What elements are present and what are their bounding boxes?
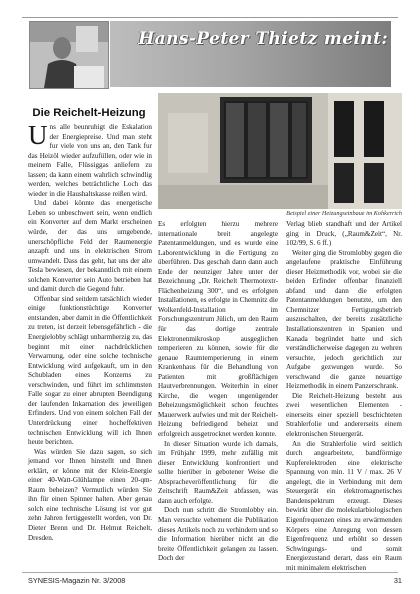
magazine-issue: SYNESIS-Magazin Nr. 3/2008 — [28, 576, 126, 585]
article-column-1 — [28, 120, 152, 543]
photo-caption: Beispiel einer Heizungseinbaue im Kohkerrich — [286, 210, 402, 217]
paragraph — [28, 120, 152, 199]
article-column-3 — [286, 220, 402, 573]
author-portrait-photo — [29, 21, 109, 89]
paragraph: Verlag blieb standhaft und der Artikel ging in Druck, („Raum&Zeit“, Nr. 102/99, S. 6 ff.) — [286, 220, 402, 248]
paragraph: Weiter ging die Stromlobby gegen die angelaufene praktische Einführung dieser Heizmethodik vor, wobei sie die beiden Erfinder offenbar finanziell abfand und dann die erfolgten Patentanmeldungen benutzte, um den Chemnitzer Fertigungsbetrieb auszuschalten, der bereits zusätzliche Installationszentren in Spanien und Kanada begründet hatte und sich verständlicherweise dagegen zu wehren versuchte, jedoch gerichtlich zur Aufgabe gezwungen wurde. So verschwand die ganze neuartige Heizmethodik in einem Panzerschrank. — [286, 248, 402, 391]
page-number: 31 — [393, 576, 402, 585]
paragraph: Und dabei könnte das energetische Leben so unbeschwert sein, wenn endlich ein Konverter auf dem Markt erscheinen würde, der das uns umgebende, unerschöpfliche Feld der Raumenergie anzapft und uns in elektrischen Strom umwandelt. Dass das geht, hat uns der alte Tesla bewiesen, der bekanntlich mit einem solchen Konverter sein Auto betrieben hat und damit durch die Gegend fuhr. — [28, 199, 152, 294]
paragraph: Die Reichelt-Heizung besteht aus zwei wesentlichen Elementen - einerseits einer speziell beschichteten Strahlerfolie und andererseits einem elektronischen Steuergerät. — [286, 391, 402, 439]
header-title: Hans-Peter Thietz meint: — [138, 29, 388, 49]
paragraph: In dieser Situation wurde ich damals, im Frühjahr 1999, mehr zufällig mit dieser Entwicklung konfrontiert und sollte hierüber in gebotener Weise die Abspracheveröffentlichung für die Zeitschrift Raum&Zeit abfassen, was dann auch erfolgte. — [158, 439, 278, 505]
paragraph: An die Strahlerfolie wird seitlich durch angearbeitete, bandförmige Kupferelektroden eine elektrische Spannung von min. 11 V / max. 26 V angelegt, die in Verbindung mit dem Steuergerät ein elektromagnetisches Bandenspektrum erzeugt. Dieses bewirkt über die molekularbiologischen Eigenfrequenzen eines zu erwärmenden Körpers eine Anregung von dessen Eigenfrequenz und erhöht so dessen Schwingungs- und somit Energiezustand derart, dass ein Raum mit minimalem elektrischen — [286, 439, 402, 572]
paragraph: Offenbar sind seitdem tatsächlich wieder einige funktionstüchtige Konverter entstanden, aber damit in die Öffentlichkeit zu treten, ist derzeit lebensgefährlich - die Energielobby schlägt unbarmherzig zu, das beginnt mit einer nachdrücklichen Verwarnung, oder eine solche technische Entwicklung wird aufgekauft, um in den Schubladen eines Konzerns zu verschwinden, und führt im schlimmsten Falle sogar zu einer abrupten Beendigung der laufenden Inkarnation des jeweiligen Erfinders. Und von einem solchen Fall der Unterdrückung einer hocheffektiven technischen Entwicklung will ich Ihnen heute berichten. — [28, 294, 152, 447]
top-rule — [22, 17, 398, 18]
paragraph: Es erfolgten hierzu mehrere internationale breit angelegte Patentanmeldungen, und es wurde eine Laborentwicklung in die Fertigung zu überführen. Das geschah dann dann auch Ende der neunziger Jahre unter der Bezeichnung „Dr. Reichelt Thermotextr-Flächenheizung 300“, und es erfolgten Installationen, es erfolgte in Chemnitz die Wolkenfeld-Installation im Forschungszentrum Jülich, um den Raum für das dortige zentrale Elektronenmikroskop ausgeglichen temperieren zu können, sowie für die genaue Raumtemperierung in einem Krankenhaus für die Behandlung von Patienten mit großflächigen Hautverbrennungen. Weiterhin in einer Kirche, die wegen ungenügender Beheizungsmöglichkeit schon feuchtes Mauerwerk aufwies und mit der Reichelt-Heizung befriedigend beheizt und erfolgreich ausgetrocknet werden konnte. — [158, 220, 278, 439]
paragraph: Doch nun schritt die Stromlobby ein. Man versuchte vehement die Publikation dieses Artikels noch zu verhindern und so die Information hierüber nicht an die breite Öffentlichkeit gelangen zu lassen. Doch der — [158, 506, 278, 563]
article-heading: Die Reichelt-Heizung — [32, 107, 146, 119]
paragraph: Was würden Sie dazu sagen, so sich jemand vor Ihnen hinstellt und Ihnen erklärt, er könne mit der Klein-Energie einer 40-Watt-Glühlampe einen 20-qm-Raum beheizen? Vermutlich würden Sie ihn für einen Spinner halten. Aber genau solch eine technische Lösung ist vor gut zehn Jahren fertiggestellt worden, von Dr. Dieter Brenn und Dr. Helmut Reichelt, Dresden. — [28, 447, 152, 542]
footer-rule — [22, 572, 398, 573]
paragraph-text: ns alle beunruhigt die Eskalation der Energiepreise. Und man steht fur viele von uns an, den Tank fur das Heizöl wieder aufzufüllen, oder wie in meinem Falle, Flüssiggas anliefern zu lassen; da kann einem wahrlich schwindlig werden, welches beträchtliche Loch das wieder in die Haushaltskasse reißen wird. — [28, 123, 152, 198]
article-column-2 — [158, 220, 278, 564]
dropcap: U — [28, 120, 48, 150]
article-photo — [158, 93, 402, 209]
